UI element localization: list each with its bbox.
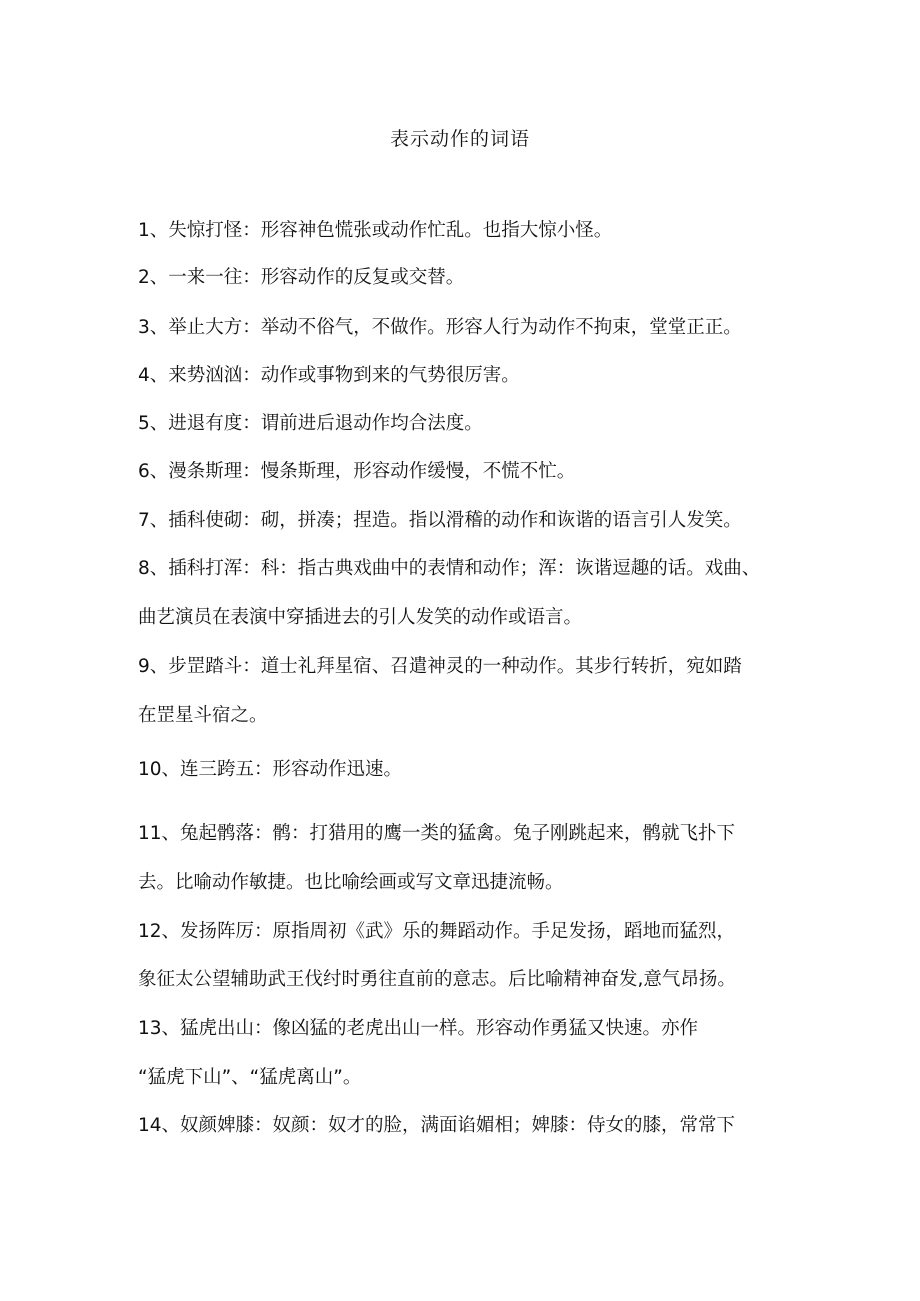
entry-line: 1、失惊打怪：形容神色慌张或动作忙乱。也指大惊小怪。: [138, 220, 613, 241]
entry-line: 4、来势汹汹：动作或事物到来的气势很厉害。: [138, 365, 520, 386]
entry-line: 10、连三跨五：形容动作迅速。: [138, 759, 403, 780]
entry-line: 象征太公望辅助武王伐纣时勇往直前的意志。后比喻精神奋发,意气昂扬。: [138, 969, 736, 990]
entry-line: 2、一来一往：形容动作的反复或交替。: [138, 267, 465, 288]
entry-line: 11、兔起鹘落：鹘：打猎用的鹰一类的猛禽。兔子刚跳起来，鹘就飞扑下: [138, 823, 736, 844]
entry-line: 6、漫条斯理：慢条斯理，形容动作缓慢，不慌不忙。: [138, 461, 576, 482]
entry-line: 12、发扬阵厉：原指周初《武》乐的舞蹈动作。手足发扬，蹈地而猛烈，: [138, 921, 736, 942]
entry-line: 7、插科使砌：砌，拼凑；捏造。指以滑稽的动作和诙谐的语言引人发笑。: [138, 510, 742, 531]
document-title: 表示动作的词语: [389, 128, 530, 150]
entry-line: 9、步罡踏斗：道士礼拜星宿、召遣神灵的一种动作。其步行转折，宛如踏: [138, 656, 742, 677]
entry-line: 3、举止大方：举动不俗气，不做作。形容人行为动作不拘束，堂堂正正。: [138, 317, 742, 338]
entry-line: 14、奴颜婢膝：奴颜：奴才的脸，满面谄媚相；婢膝：侍女的膝，常常下: [138, 1115, 736, 1136]
entry-line: 曲艺演员在表演中穿插进去的引人发笑的动作或语言。: [138, 607, 583, 628]
entry-line: 5、进退有度：谓前进后退动作均合法度。: [138, 413, 483, 434]
entry-line: 13、猛虎出山：像凶猛的老虎出山一样。形容动作勇猛又快速。亦作: [138, 1018, 699, 1039]
entry-line: 8、插科打浑：科：指古典戏曲中的表情和动作；浑：诙谐逗趣的话。戏曲、: [138, 558, 761, 579]
entry-line: 去。比喻动作敏捷。也比喻绘画或写文章迅捷流畅。: [138, 872, 564, 893]
entry-line: “猛虎下山”、“猛虎离山”。: [138, 1067, 362, 1088]
entry-line: 在罡星斗宿之。: [138, 705, 268, 726]
